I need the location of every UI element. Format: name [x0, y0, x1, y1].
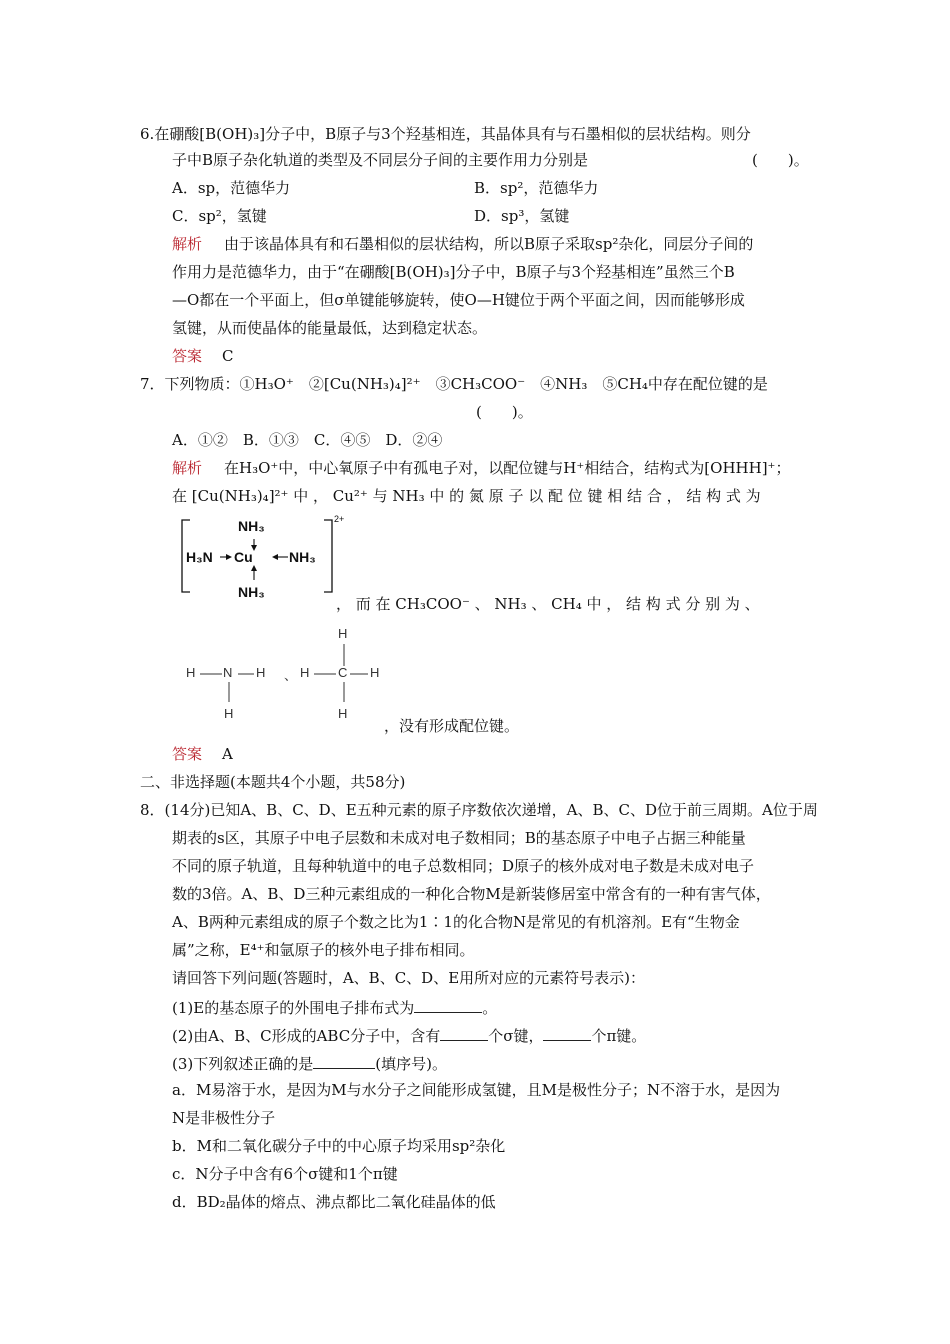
- q8-sub1-blank[interactable]: [414, 996, 482, 1013]
- q6-answer-label: 答案: [172, 347, 203, 365]
- q8-option-c: c．N分子中含有6个σ键和1个π键: [172, 1165, 398, 1183]
- nh3-bottom-h: H: [224, 706, 234, 721]
- q8-sub2-text: (2)由A、B、C形成的ABC分子中，含有: [172, 1027, 441, 1045]
- q6-stem-line2: 子中B原子杂化轨道的类型及不同层分子间的主要作用力分别是: [172, 151, 589, 169]
- q8-option-d: d．BD₂晶体的熔点、沸点都比二氧化硅晶体的低: [172, 1193, 496, 1211]
- q8-sub2: [172, 1024, 646, 1046]
- q8-sub2-pi-text: 个π键。: [591, 1027, 647, 1045]
- q6-jiexi-line1: 由于该晶体具有和石墨相似的层状结构，所以B原子采取sp²杂化，同层分子间的: [224, 235, 754, 253]
- q6-option-c: C．sp²，氢键: [172, 207, 267, 225]
- q6-option-a: A．sp，范德华力: [172, 179, 291, 197]
- q8-para-line5: A、B两种元素组成的原子个数之比为1∶1的化合物N是常见的有机溶剂。E有“生物金: [172, 913, 740, 931]
- nh3-center-n: N: [223, 665, 233, 680]
- q6-option-b: B．sp²，范德华力: [474, 179, 599, 197]
- q8-option-b: b．M和二氧化碳分子中的中心原子均采用sp²杂化: [172, 1137, 506, 1155]
- nh3-ch4-structures: [180, 622, 400, 726]
- q6-answer: C: [222, 347, 234, 365]
- q7-answer-label: 答案: [172, 745, 203, 763]
- q8-instruction: 请回答下列问题(答题时，A、B、C、D、E用所对应的元素符号表示)：: [172, 969, 646, 987]
- q8-para-line2: 期表的s区，其原子中电子层数和未成对电子数相同；B的基态原子中电子占据三种能量: [172, 829, 746, 847]
- q7-options: A．①② B．①③ C．④⑤ D．②④: [172, 431, 443, 449]
- q8-para-line3: 不同的原子轨道，且每种轨道中的电子总数相同；D原子的核外成对电子数是未成对电子: [172, 857, 755, 875]
- q8-para-line1: 8．(14分)已知A、B、C、D、E五种元素的原子序数依次递增，A、B、C、D位于前三周期。A位于周: [140, 801, 818, 819]
- ch4-center-c: C: [338, 665, 348, 680]
- q6-jiexi-label: 解析: [172, 235, 203, 253]
- q8-sub1: [172, 996, 497, 1018]
- q8-sub2-sigma-text: 个σ键，: [488, 1027, 544, 1045]
- q8-sub1-end: 。: [482, 999, 498, 1017]
- q8-sub2-pi-blank[interactable]: [543, 1024, 591, 1041]
- structure-separator: 、: [284, 668, 298, 683]
- ch4-top-h: H: [338, 626, 348, 641]
- q7-jiexi-label: 解析: [172, 459, 203, 477]
- q6-jiexi-line4: 氢键，从而使晶体的能量最低，达到稳定状态。: [172, 319, 488, 337]
- q6-paren: ( )。: [752, 151, 809, 169]
- q8-sub3: [172, 1052, 447, 1074]
- q8-para-line6: 属”之称，E⁴⁺和氩原子的核外电子排布相同。: [172, 941, 475, 959]
- q8-option-a-line1: a．M易溶于水，是因为M与水分子之间能形成氢键，且M是极性分子；N不溶于水，是因为: [172, 1081, 781, 1099]
- q7-answer: A: [222, 745, 233, 763]
- q7-jiexi-line4: ，没有形成配位键。: [384, 717, 520, 735]
- complex-right-ligand: NH₃: [289, 549, 316, 565]
- q6-jiexi-line3: —O都在一个平面上，但σ单键能够旋转，使O—H键位于两个平面之间，因而能够形成: [172, 291, 745, 309]
- complex-left-ligand: H₃N: [186, 549, 213, 565]
- complex-charge: 2+: [334, 514, 345, 524]
- q8-sub1-text: (1)E的基态原子的外围电子排布式为: [172, 999, 415, 1017]
- q8-option-a-line2: N是非极性分子: [172, 1109, 276, 1127]
- q6-option-d: D．sp³，氢键: [474, 207, 570, 225]
- q7-paren: ( )。: [476, 403, 533, 421]
- complex-top-ligand: NH₃: [238, 518, 265, 534]
- q7-stem: 7．下列物质：①H₃O⁺ ②[Cu(NH₃)₄]²⁺ ③CH₃COO⁻ ④NH₃ ⑤CH₄中存在配位键的是: [140, 375, 768, 393]
- ch4-left-h: H: [300, 665, 310, 680]
- q7-jiexi-line2: 在 [Cu(NH₃)₄]²⁺ 中 ， Cu²⁺ 与 NH₃ 中 的 氮 原 子 以 配 位 键 相 结 合 ， 结 构 式 为: [172, 487, 761, 505]
- q7-jiexi-line1: 在H₃O⁺中，中心氧原子中有孤电子对，以配位键与H⁺相结合，结构式为[OHHH]⁺；: [224, 459, 791, 477]
- q6-jiexi-line2: 作用力是范德华力，由于“在硼酸[B(OH)₃]分子中，B原子与3个羟基相连”虽然三个B: [172, 263, 735, 281]
- q7-jiexi-line3: ， 而 在 CH₃COO⁻ 、 NH₃ 、 CH₄ 中 ， 结 构 式 分 别 为 、: [336, 595, 760, 613]
- q8-sub3-end: (填序号)。: [375, 1055, 447, 1073]
- section-title: 二、非选择题(本题共4个小题，共58分): [140, 773, 406, 791]
- ch4-bottom-h: H: [338, 706, 348, 721]
- q8-para-line4: 数的3倍。A、B、D三种元素组成的一种化合物M是新装修居室中常含有的一种有害气体，: [172, 885, 771, 903]
- nh3-right-h: H: [256, 665, 266, 680]
- q8-sub2-sigma-blank[interactable]: [440, 1024, 488, 1041]
- complex-center-atom: Cu: [234, 549, 253, 565]
- q8-sub3-blank[interactable]: [313, 1052, 375, 1069]
- complex-bottom-ligand: NH₃: [238, 584, 265, 600]
- nh3-left-h: H: [186, 665, 196, 680]
- ch4-right-h: H: [370, 665, 380, 680]
- q8-sub3-text: (3)下列叙述正确的是: [172, 1055, 314, 1073]
- q6-stem-line1: 6.在硼酸[B(OH)₃]分子中，B原子与3个羟基相连，其晶体具有与石墨相似的层状结构。则分: [140, 125, 751, 143]
- cu-complex-structure: [176, 512, 346, 612]
